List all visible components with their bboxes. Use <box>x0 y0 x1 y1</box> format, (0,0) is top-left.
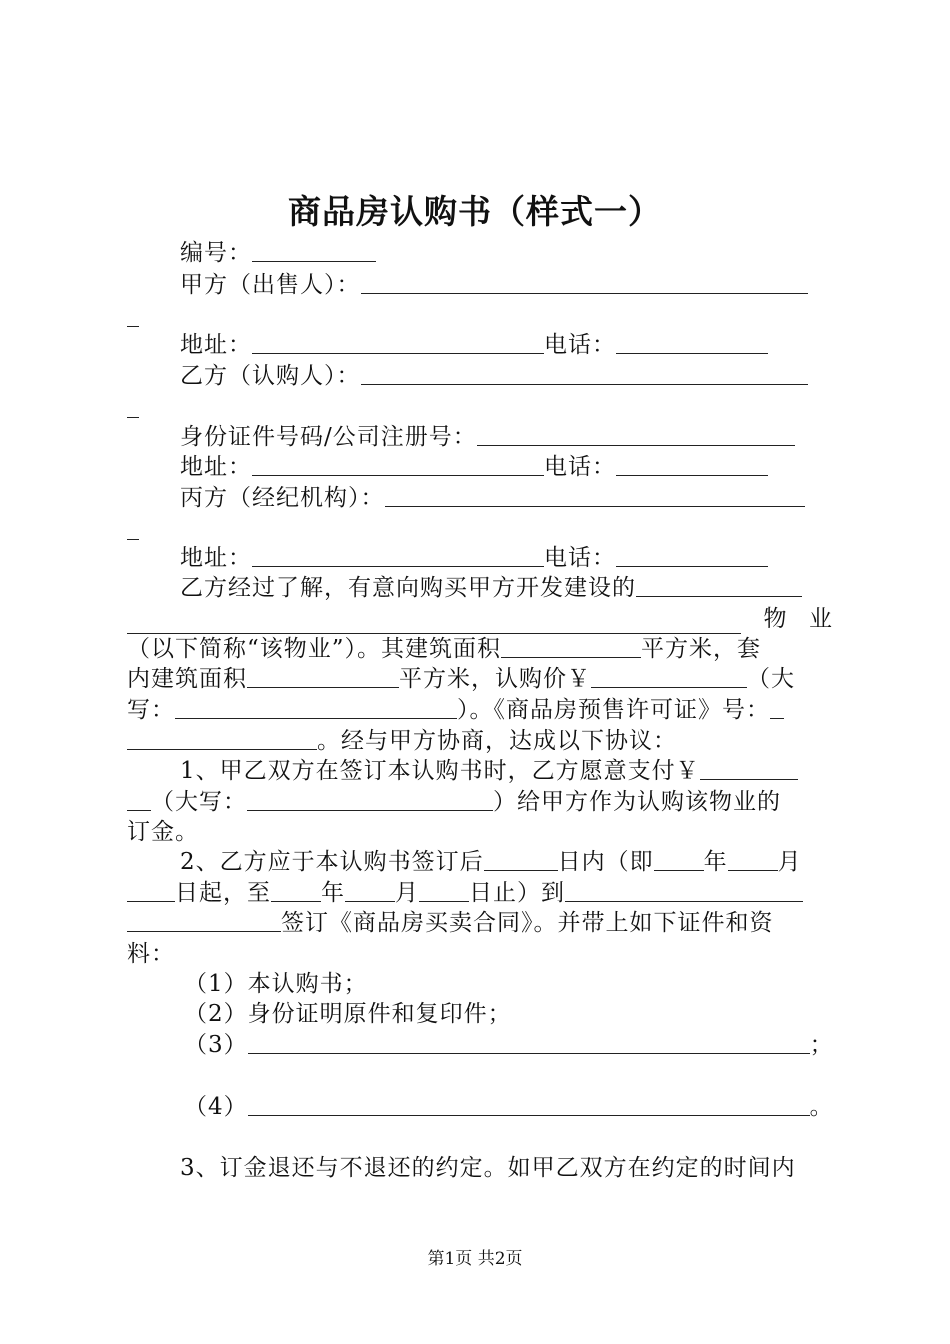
party-b-overflow-blank[interactable] <box>127 395 139 418</box>
document-title: 商品房认购书（样式一） <box>288 192 662 231</box>
party-c-address-line <box>180 543 768 573</box>
end-day-blank[interactable] <box>419 879 469 902</box>
number-blank[interactable] <box>252 239 376 262</box>
deposit-words-blank[interactable] <box>247 788 493 811</box>
deposit-amount-blank-2[interactable] <box>127 788 151 811</box>
intro-text: 物 <box>763 606 787 632</box>
clause-text: 2、乙方应于本认购书签订后 <box>180 849 484 875</box>
party-b-address-blank[interactable] <box>252 453 544 476</box>
start-day-blank[interactable] <box>127 879 175 902</box>
start-year-blank[interactable] <box>654 848 704 871</box>
clause-text: 月 <box>777 849 802 875</box>
party-b-blank[interactable] <box>361 362 808 385</box>
party-c-phone-blank[interactable] <box>616 544 768 567</box>
deposit-amount-blank[interactable] <box>700 757 798 780</box>
item-text: （2）身份证明原件和复印件； <box>184 1001 512 1027</box>
clause-text: 年 <box>703 849 728 875</box>
inner-area-blank[interactable] <box>247 665 399 688</box>
clause-text: 月 <box>395 880 419 906</box>
party-c-label: 丙方（经纪机构）： <box>180 485 385 511</box>
clause-1-line-2 <box>127 787 781 817</box>
project-name-blank[interactable] <box>636 574 802 597</box>
item-text: ； <box>809 1032 834 1058</box>
clause-text: 1、甲乙双方在签订本认购书时，乙方愿意支付￥ <box>180 758 700 784</box>
clause-text: 日内（即 <box>557 849 654 875</box>
intro-text: 。经与甲方协商，达成以下协议： <box>317 728 677 754</box>
number-line <box>180 238 376 268</box>
party-a-line <box>180 270 808 300</box>
intro-line-5 <box>127 695 784 725</box>
end-month-blank[interactable] <box>345 879 395 902</box>
clause-text: 日起，至 <box>175 880 271 906</box>
intro-text: 写： <box>127 697 175 723</box>
party-c-overflow-blank[interactable] <box>127 517 139 540</box>
party-c-overflow <box>127 516 139 546</box>
party-c-blank[interactable] <box>385 484 805 507</box>
item-4 <box>184 1092 834 1122</box>
intro-text: 平方米，套 <box>641 636 762 662</box>
days-blank[interactable] <box>484 848 558 871</box>
item-3-blank[interactable] <box>248 1031 810 1054</box>
address-label: 地址： <box>180 332 252 358</box>
clause-2-line-3 <box>127 908 774 938</box>
party-c-line <box>180 483 805 513</box>
building-area-blank[interactable] <box>501 635 641 658</box>
intro-text: 内建筑面积 <box>127 666 247 692</box>
clause-text: 3、订金退还与不退还的约定。如甲乙双方在约定的时间内 <box>180 1155 796 1181</box>
party-a-address-line <box>180 330 768 360</box>
intro-text: 业 <box>809 606 832 632</box>
party-b-label: 乙方（认购人）： <box>180 363 361 389</box>
intro-text: （以下简称“该物业”）。其建筑面积 <box>127 636 502 662</box>
permit-number-blank-2[interactable] <box>127 727 317 750</box>
intro-text: （大 <box>747 666 795 692</box>
phone-label: 电话： <box>544 545 616 571</box>
price-blank[interactable] <box>591 665 747 688</box>
end-year-blank[interactable] <box>271 879 321 902</box>
item-2 <box>184 999 512 1029</box>
item-3 <box>184 1030 834 1060</box>
id-number-line <box>180 422 795 452</box>
permit-number-blank[interactable] <box>770 696 784 719</box>
id-number-label: 身份证件号码/公司注册号： <box>180 424 477 450</box>
intro-text: 乙方经过了解，有意向购买甲方开发建设的 <box>180 575 636 601</box>
location-blank[interactable] <box>565 879 803 902</box>
intro-line-6 <box>127 726 677 756</box>
party-b-line <box>180 361 808 391</box>
intro-line-2 <box>127 604 832 634</box>
item-4-blank[interactable] <box>248 1093 810 1116</box>
project-name-blank-2[interactable] <box>127 611 741 634</box>
intro-line-4 <box>127 664 795 694</box>
intro-line-1 <box>180 573 802 603</box>
item-1 <box>184 969 368 999</box>
phone-label: 电话： <box>544 454 616 480</box>
address-label: 地址： <box>180 454 252 480</box>
location-blank-2[interactable] <box>127 909 281 932</box>
intro-text: 平方米，认购价￥ <box>399 666 591 692</box>
price-words-blank[interactable] <box>175 696 457 719</box>
clause-2-line-1 <box>180 847 802 877</box>
clause-1-line-3 <box>127 817 199 847</box>
party-b-address-line <box>180 452 768 482</box>
party-a-overflow <box>127 303 139 333</box>
item-text: （1）本认购书； <box>184 971 368 997</box>
id-number-blank[interactable] <box>477 423 795 446</box>
page-footer: 第1页 共2页 <box>427 1249 523 1269</box>
number-label: 编号： <box>180 240 252 266</box>
clause-text: ）给甲方作为认购该物业的 <box>493 789 781 815</box>
clause-2-line-4 <box>127 939 175 969</box>
party-a-phone-blank[interactable] <box>616 331 768 354</box>
clause-text: （大写： <box>151 789 247 815</box>
clause-text: 日止）到 <box>469 880 565 906</box>
intro-text: ）。《商品房预售许可证》号： <box>457 697 770 723</box>
intro-line-3 <box>127 634 761 664</box>
clause-text: 年 <box>321 880 345 906</box>
clause-text: 签订《商品房买卖合同》。并带上如下证件和资 <box>281 910 774 936</box>
address-label: 地址： <box>180 545 252 571</box>
clause-text: 料： <box>127 941 175 967</box>
party-a-label: 甲方（出售人）： <box>180 272 361 298</box>
phone-label: 电话： <box>544 332 616 358</box>
clause-3-line-1 <box>180 1153 796 1183</box>
item-text: （4） <box>184 1094 248 1120</box>
clause-text: 订金。 <box>127 819 199 845</box>
party-b-phone-blank[interactable] <box>616 453 768 476</box>
party-c-address-blank[interactable] <box>252 544 544 567</box>
party-a-overflow-blank[interactable] <box>127 304 139 327</box>
party-a-address-blank[interactable] <box>252 331 544 354</box>
start-month-blank[interactable] <box>728 848 778 871</box>
item-text: （3） <box>184 1032 248 1058</box>
clause-1-line-1 <box>180 756 798 786</box>
clause-2-line-2 <box>127 878 803 908</box>
party-b-overflow <box>127 394 139 424</box>
item-text: 。 <box>809 1094 834 1120</box>
party-a-blank[interactable] <box>361 271 808 294</box>
